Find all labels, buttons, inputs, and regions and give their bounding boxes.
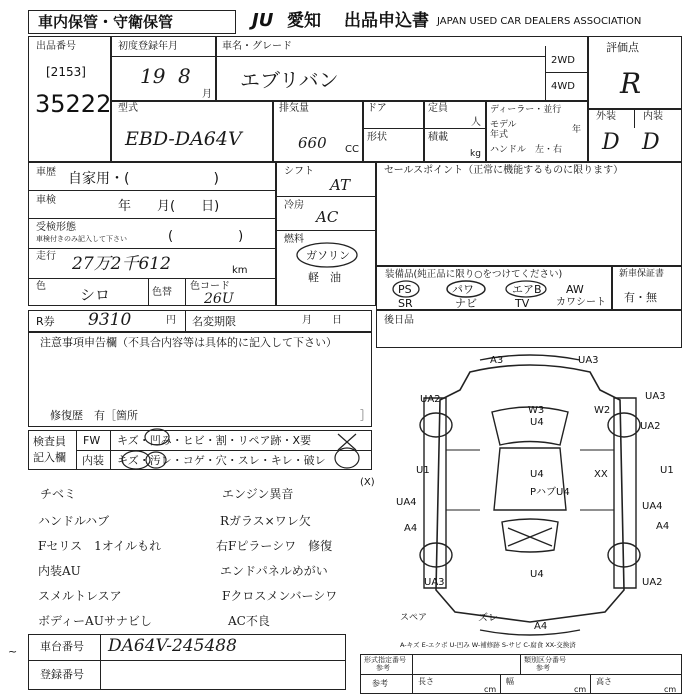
interior-label: 内装 (643, 111, 663, 122)
dealer-label: ディーラー・並行 (490, 105, 562, 115)
equip-pw-scribble (446, 280, 486, 298)
entry-label: 記入欄 (33, 451, 66, 464)
mark-ua3-top: UA3 (578, 355, 599, 366)
ac-value: AC (316, 208, 339, 226)
door-label: ドア (367, 103, 387, 114)
model-label: 車名・グレード (222, 41, 292, 52)
category-sub: 参考 (536, 664, 550, 672)
year-unit: 年 (572, 125, 582, 135)
note-1: チベミ (40, 487, 77, 501)
lot-small-number: [2153] (46, 65, 86, 79)
fuel-label: 燃料 (284, 234, 304, 245)
interior-value: D (642, 130, 660, 155)
rear-day-box (376, 310, 682, 348)
equip-navi: ナビ (455, 297, 477, 310)
mark-u1-right: U1 (660, 465, 674, 476)
recycle-unit: 円 (166, 315, 176, 326)
note-9: スメルトレスア (38, 589, 122, 603)
color-label: 色 (36, 281, 46, 292)
load-unit: kg (470, 149, 481, 159)
chassis-value: DA64V-245488 (108, 636, 237, 656)
note-3: ハンドルハブ (38, 514, 110, 528)
mark-a4-right: A4 (656, 521, 670, 532)
displacement-unit: CC (345, 144, 359, 155)
association-name: JAPAN USED CAR DEALERS ASSOCIATION (437, 16, 642, 27)
drive-2wd: 2WD (551, 55, 575, 66)
length-unit: cm (484, 685, 497, 694)
equip-seat: カワシート (556, 297, 606, 308)
note-6: 右Fピラーシワ 修復 (216, 539, 333, 553)
warranty-options: 有・無 (624, 291, 657, 304)
length-label: 長さ (418, 677, 434, 686)
mark-a4-bottom: A4 (534, 621, 548, 632)
mark-u4-center: U4 (530, 469, 544, 480)
color-change-label: 色替 (152, 287, 172, 298)
model-year-label: モデル (490, 120, 517, 130)
warranty-label: 新車保証書 (619, 269, 665, 279)
mark-phub: PハブU4 (530, 487, 570, 498)
mark-zure: ズレ (478, 613, 498, 624)
fuel-diesel: 軽 油 (308, 271, 341, 284)
acceptance-label: 受検形態 (36, 222, 76, 233)
handle-label: ハンドル 左・右 (490, 145, 563, 155)
equip-ps: PS (398, 283, 412, 296)
note-8: エンドパネルめがい (220, 564, 328, 578)
recycle-label: R券 (36, 315, 55, 328)
type-value: EBD-DA64V (125, 128, 242, 150)
history-value: 自家用・( ) (68, 171, 219, 187)
x-mark: (X) (360, 477, 375, 488)
model-value: エブリバン (240, 68, 339, 92)
shape-spec-label: 形式指定番号 (364, 656, 406, 664)
mark-ua3-rear: UA3 (424, 577, 445, 588)
equip-pw: パワ (452, 283, 474, 296)
brand-name: 愛知 (287, 11, 321, 31)
fuel-gas-circle (296, 242, 358, 268)
row1-items: キズ・凹み・ヒビ・割・リペア跡・X要 (117, 434, 312, 447)
grade-label: 評価点 (606, 41, 639, 54)
mark-ua4-left: UA4 (396, 497, 417, 508)
drive-4wd: 4WD (551, 81, 575, 92)
color-code-label: 色コード (190, 281, 230, 292)
exterior-value: D (602, 130, 620, 155)
first-reg-label: 初度登録年月 (118, 41, 178, 52)
height-label: 高さ (596, 677, 612, 686)
registration-label: 登録番号 (40, 668, 84, 681)
ac-label: 冷房 (284, 200, 304, 211)
ref-label: 参考 (372, 679, 388, 688)
mark-a3-top: A3 (490, 355, 504, 366)
repair-bracket-close: ］ (360, 409, 371, 422)
lot-number: 35222 (35, 90, 112, 118)
row2-items: キズ・汚レ・コゲ・穴・スレ・キレ・破レ (117, 454, 326, 467)
acceptance-paren: ( ) (168, 229, 244, 244)
first-reg-year: 19 (140, 64, 166, 88)
period-value: 月 日 (302, 315, 342, 326)
ju-logo: JU (252, 10, 274, 31)
shape-label: 形状 (367, 132, 387, 143)
mark-ua2-right: UA2 (640, 421, 661, 432)
mileage-label: 走行 (36, 251, 56, 262)
color-code-value: 26U (204, 291, 234, 307)
category-label: 類別区分番号 (524, 656, 566, 664)
equip-airbag-circle (505, 280, 547, 298)
equip-tv: TV (515, 297, 530, 310)
selling-points-box (376, 162, 682, 266)
inspection-label: 車検 (36, 195, 56, 206)
mileage-value: 27万2千612 (72, 254, 171, 274)
fuel-gas: ガソリン (306, 249, 350, 262)
hand-circles (110, 430, 380, 474)
mark-ua2-rear: UA2 (642, 577, 663, 588)
chassis-label: 車台番号 (40, 640, 84, 653)
shift-value: AT (330, 176, 351, 194)
note-11: ボディーAUサナビし (38, 614, 152, 628)
notes-title: 注意事項申告欄（不具合内容等は具体的に記入して下さい） (40, 336, 337, 349)
inspector-label: 検査員 (33, 435, 66, 448)
grade-value: R (620, 67, 642, 100)
storage-note: 車内保管・守衛保管 (38, 13, 174, 31)
capacity-unit: 人 (471, 117, 481, 128)
mark-u1-left: U1 (416, 465, 430, 476)
left-mark: ~ (8, 645, 18, 658)
note-12: AC不良 (228, 614, 270, 628)
mark-ua2-left: UA2 (420, 394, 441, 405)
mark-a4-left: A4 (404, 523, 418, 534)
rear-day-label: 後日品 (384, 315, 414, 326)
month-suffix: 月 (202, 89, 212, 100)
model-year-label2: 年式 (490, 130, 509, 140)
repair-history: 修復歴 有［箇所 (50, 409, 138, 422)
history-label: 車歴 (36, 167, 56, 178)
form-title: 出品申込書 (344, 11, 429, 31)
equipment-title: 装備品(純正品に限り○をつけてください) (385, 269, 563, 280)
displacement-label: 排気量 (279, 103, 309, 114)
first-reg-month: 8 (178, 64, 191, 88)
acceptance-sub: 車検付きのみ記入して下さい (36, 235, 127, 243)
inspection-value: 年 月( 日) (118, 199, 220, 214)
note-10: Fクロスメンバーシワ (222, 589, 338, 603)
width-label: 幅 (506, 677, 514, 686)
recycle-value: 9310 (88, 310, 132, 330)
color-value: シロ (80, 286, 111, 304)
mark-xx: XX (594, 469, 608, 480)
equip-ps-circle (392, 280, 420, 298)
height-unit: cm (664, 685, 677, 694)
note-7: 内装AU (38, 564, 81, 578)
displacement-value: 660 (298, 134, 327, 152)
fw-label: FW (83, 434, 101, 447)
shift-label: シフト (284, 166, 314, 177)
mark-w3: W3 (528, 405, 545, 416)
type-label: 型式 (118, 103, 138, 114)
note-5: Fセリス 1オイルもれ (38, 539, 162, 553)
shape-spec-sub: 参考 (376, 664, 390, 672)
note-2: エンジン異音 (222, 487, 294, 501)
equip-airbag: エアB (512, 283, 542, 296)
mark-ua4-right: UA4 (642, 501, 663, 512)
mark-ua3-right: UA3 (645, 391, 666, 402)
lot-label: 出品番号 (36, 41, 76, 52)
interior-row-label: 内装 (82, 454, 104, 467)
diagram-legend: A-キズ E-エクボ U-凹み W-補修跡 S-サビ C-腐食 XX-交換済 (400, 641, 576, 649)
mark-w2: W2 (594, 405, 611, 416)
mileage-unit: km (232, 265, 248, 276)
selling-points-label: セールスポイント（正常に機能するものに限ります） (384, 165, 624, 176)
width-unit: cm (574, 685, 587, 694)
mark-u4-rear: U4 (530, 569, 544, 580)
period-label: 名変期限 (192, 315, 236, 328)
capacity-label: 定員 (428, 103, 448, 114)
equip-sr: SR (398, 297, 413, 310)
note-4: Rガラス×ワレ欠 (220, 514, 311, 528)
equip-aw: AW (566, 283, 584, 296)
mark-u4: U4 (530, 417, 544, 428)
load-label: 積載 (428, 132, 448, 143)
exterior-label: 外装 (596, 111, 616, 122)
spare-label: スペア (400, 613, 428, 623)
